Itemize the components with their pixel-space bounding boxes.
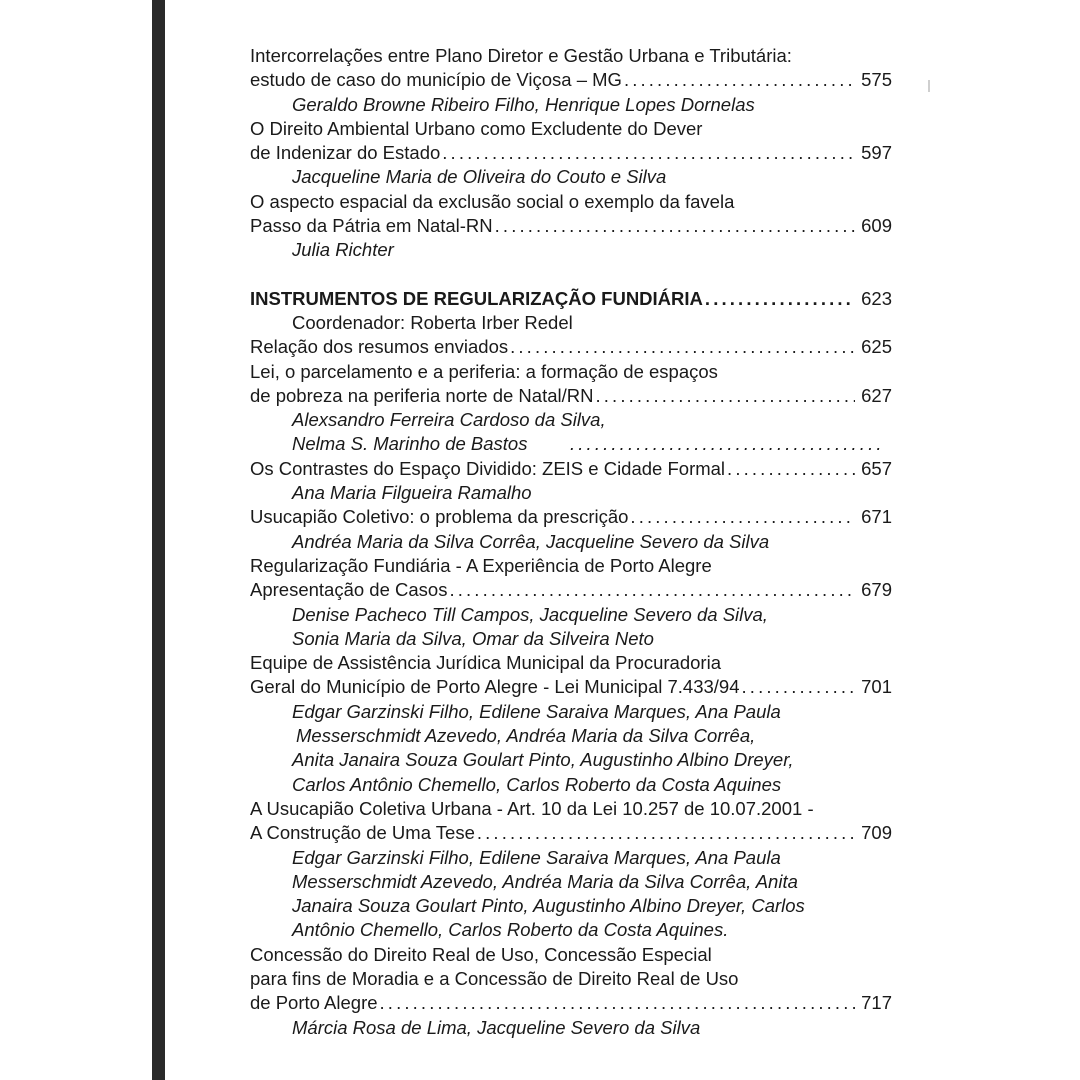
- toc-entry-line: [250, 821, 892, 845]
- page-number: 597: [861, 142, 892, 164]
- toc-authors: Anita Janaira Souza Goulart Pinto, Augustinho Albino Dreyer,: [292, 749, 794, 771]
- toc-section-heading: [250, 287, 892, 311]
- toc-title-line: A Construção de Uma Tese: [250, 822, 475, 844]
- toc-authors: Messerschmidt Azevedo, Andréa Maria da Silva Corrêa,: [296, 725, 756, 747]
- toc-title-line: Equipe de Assistência Jurídica Municipal da Procuradoria: [250, 652, 721, 674]
- dot-leader: [442, 141, 855, 165]
- book-binding-edge: [152, 0, 165, 1080]
- dot-leader: [570, 432, 880, 456]
- toc-title-line: de Indenizar do Estado: [250, 142, 441, 164]
- toc-title-line: Intercorrelações entre Plano Diretor e Gestão Urbana e Tributária:: [250, 45, 792, 66]
- toc-authors: Denise Pacheco Till Campos, Jacqueline Severo da Silva,: [292, 603, 768, 625]
- dot-leader: [624, 68, 855, 92]
- toc-entry-line: [250, 214, 892, 238]
- toc-entry-line: [250, 578, 892, 602]
- toc-authors: Jacqueline Maria de Oliveira do Couto e Silva: [292, 166, 667, 188]
- toc-title-line: Passo da Pátria em Natal-RN: [250, 215, 493, 237]
- toc-authors: Geraldo Browne Ribeiro Filho, Henrique Lopes Dornelas: [292, 93, 755, 115]
- toc-authors: Sonia Maria da Silva, Omar da Silveira Neto: [292, 627, 654, 649]
- toc-entry-line: [250, 335, 892, 359]
- toc-title-line: Concessão do Direito Real de Uso, Concessão Especial: [250, 943, 712, 965]
- toc-title-line: Lei, o parcelamento e a periferia: a formação de espaços: [250, 360, 718, 382]
- toc-authors: Alexsandro Ferreira Cardoso da Silva,: [292, 409, 606, 431]
- toc-entry-line: [250, 991, 892, 1015]
- toc-title-line: O Direito Ambiental Urbano como Excludente do Dever: [250, 117, 703, 139]
- toc-title-line: A Usucapião Coletiva Urbana - Art. 10 da Lei 10.257 de 10.07.2001 -: [250, 797, 814, 819]
- toc-entry-line: [250, 141, 892, 165]
- toc-authors: Ana Maria Filgueira Ramalho: [292, 482, 532, 504]
- toc-authors: Carlos Antônio Chemello, Carlos Roberto da Costa Aquines: [292, 773, 782, 795]
- toc-title-line: Apresentação de Casos: [250, 579, 448, 601]
- toc-authors: Edgar Garzinski Filho, Edilene Saraiva Marques, Ana Paula: [292, 700, 781, 722]
- toc-entry-line: [250, 68, 892, 92]
- page-number: 575: [861, 69, 892, 91]
- toc-entry-line: [250, 384, 892, 408]
- page-number: 671: [861, 506, 892, 528]
- section-coordinator: Coordenador: Roberta Irber Redel: [292, 311, 573, 333]
- dot-leader: [742, 675, 856, 699]
- dot-leader: [595, 384, 855, 408]
- page-number: 679: [861, 579, 892, 601]
- dot-leader: [727, 457, 855, 481]
- toc-title-line: O aspecto espacial da exclusão social o exemplo da favela: [250, 190, 735, 212]
- toc-title-line: Usucapião Coletivo: o problema da prescrição: [250, 506, 629, 528]
- page-number: 701: [861, 676, 892, 698]
- dot-leader: [705, 287, 855, 311]
- toc-title-line: para fins de Moradia e a Concessão de Direito Real de Uso: [250, 967, 739, 989]
- page-number: 657: [861, 457, 892, 479]
- toc-entry-line: [250, 505, 892, 529]
- toc-title-line: Geral do Município de Porto Alegre - Lei Municipal 7.433/94: [250, 676, 740, 698]
- dot-leader: [630, 505, 855, 529]
- toc-authors: Andréa Maria da Silva Corrêa, Jacqueline Severo da Silva: [292, 530, 770, 552]
- toc-title-line: Regularização Fundiária - A Experiência de Porto Alegre: [250, 554, 712, 576]
- dot-leader: [477, 821, 855, 845]
- toc-title-line: Relação dos resumos enviados: [250, 336, 509, 358]
- toc-entry-line: [250, 457, 892, 481]
- toc-authors: Nelma S. Marinho de Bastos . . .: [250, 432, 892, 456]
- toc-authors: Márcia Rosa de Lima, Jacqueline Severo da Silva: [292, 1016, 701, 1038]
- table-of-contents: [250, 44, 892, 1040]
- toc-authors: Janaira Souza Goulart Pinto, Augustinho Albino Dreyer, Carlos: [292, 895, 805, 917]
- toc-entry-line: [250, 675, 892, 699]
- page-number: 627: [861, 384, 892, 406]
- toc-authors: Antônio Chemello, Carlos Roberto da Costa Aquines.: [292, 919, 729, 941]
- dot-leader: [495, 214, 855, 238]
- dot-leader: [449, 578, 855, 602]
- toc-authors: Julia Richter: [292, 239, 394, 261]
- dot-leader: [510, 335, 855, 359]
- toc-authors: Messerschmidt Azevedo, Andréa Maria da Silva Corrêa, Anita: [292, 870, 798, 892]
- page-number: 717: [861, 992, 892, 1014]
- section-spacer: [250, 263, 892, 287]
- toc-title-line: de Porto Alegre: [250, 992, 378, 1014]
- toc-authors: Edgar Garzinski Filho, Edilene Saraiva Marques, Ana Paula: [292, 846, 781, 868]
- toc-title-line: Os Contrastes do Espaço Dividido: ZEIS e Cidade Formal: [250, 457, 726, 479]
- page-number: 609: [861, 215, 892, 237]
- dot-leader: [380, 991, 856, 1015]
- page-number: 625: [861, 336, 892, 358]
- section-title: INSTRUMENTOS DE REGULARIZAÇÃO FUNDIÁRIA: [250, 287, 703, 309]
- page-mark: [928, 80, 930, 92]
- toc-title-line: estudo de caso do município de Viçosa – MG: [250, 69, 622, 91]
- toc-title-line: de pobreza na periferia norte de Natal/RN: [250, 384, 594, 406]
- page-number: 623: [861, 287, 892, 309]
- page-number: 709: [861, 822, 892, 844]
